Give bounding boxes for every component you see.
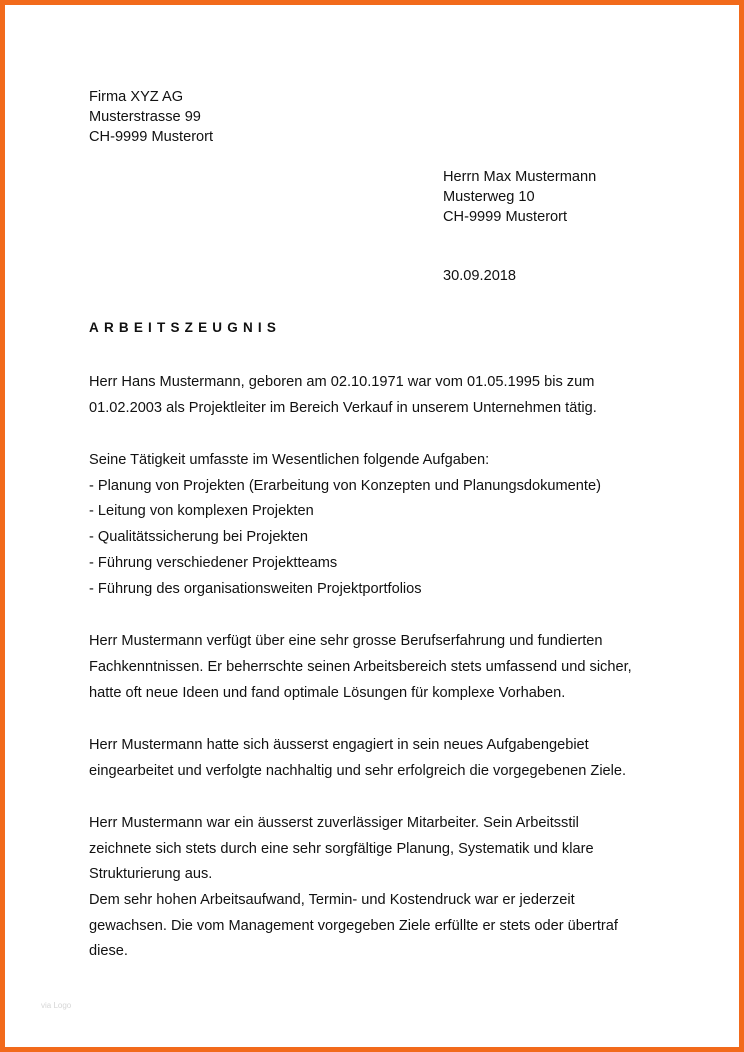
task-item: - Führung verschiedener Projektteams: [89, 555, 338, 571]
text-line: Herr Mustermann verfügt über eine sehr grosse Berufserfahrung und fundierten: [89, 633, 603, 649]
recipient-street: Musterweg 10: [443, 189, 535, 205]
task-item: - Qualitätssicherung bei Projekten: [89, 529, 309, 545]
sender-city: CH-9999 Musterort: [89, 129, 214, 145]
text-line: Herr Mustermann hatte sich äusserst engagiert in sein neues Aufgabengebiet: [89, 737, 589, 753]
recipient-name: Herrn Max Mustermann: [443, 169, 597, 185]
text-line: diese.: [89, 943, 128, 959]
text-line: Herr Hans Mustermann, geboren am 02.10.1971 war vom 01.05.1995 bis zum: [89, 374, 595, 390]
sender-street: Musterstrasse 99: [89, 109, 201, 125]
text-line: 01.02.2003 als Projektleiter im Bereich Verkauf in unserem Unternehmen tätig.: [89, 400, 597, 416]
task-item: - Leitung von komplexen Projekten: [89, 503, 314, 519]
letter-date: 30.09.2018: [443, 268, 517, 284]
text-line: Dem sehr hohen Arbeitsaufwand, Termin- und Kostendruck war er jederzeit: [89, 892, 575, 908]
text-line: Strukturierung aus.: [89, 866, 213, 882]
text-line: hatte oft neue Ideen und fand optimale Lösungen für komplexe Vorhaben.: [89, 685, 566, 701]
recipient-city: CH-9999 Musterort: [443, 209, 568, 225]
text-line: Fachkenntnissen. Er beherrschte seinen Arbeitsbereich stets umfassend und sicher,: [89, 659, 632, 675]
task-item: - Führung des organisationsweiten Projektportfolios: [89, 581, 422, 597]
text-line: Herr Mustermann war ein äusserst zuverlässiger Mitarbeiter. Sein Arbeitsstil: [89, 815, 579, 831]
task-item: - Planung von Projekten (Erarbeitung von Konzepten und Planungsdokumente): [89, 478, 601, 494]
document-title: ARBEITSZEUGNIS: [89, 320, 282, 335]
text-line: zeichnete sich stets durch eine sehr sorgfältige Planung, Systematik und klare: [89, 841, 594, 857]
watermark: via Logo: [41, 1001, 72, 1010]
sender-name: Firma XYZ AG: [89, 89, 184, 105]
text-line: gewachsen. Die vom Management vorgegeben Ziele erfüllte er stets oder übertraf: [89, 918, 618, 934]
document-page: [5, 5, 739, 1047]
text-line: eingearbeitet und verfolgte nachhaltig und sehr erfolgreich die vorgegebenen Ziele.: [89, 763, 627, 779]
task-list-intro: Seine Tätigkeit umfasste im Wesentlichen folgende Aufgaben:: [89, 452, 490, 468]
